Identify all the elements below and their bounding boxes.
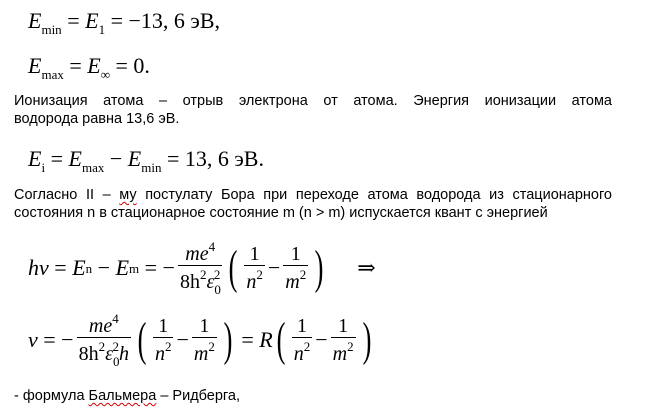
subscript: i (41, 160, 46, 175)
equation-e-min: $E_{min} = E_1 = -13$, 6 эВ, (28, 8, 220, 37)
equation-value: = 0. (115, 53, 150, 78)
numerator: 1 (338, 315, 349, 337)
subscript: min (141, 160, 162, 175)
denominator: 8h (179, 271, 200, 293)
numerator: 1 (199, 315, 210, 337)
equation-value: = −13, 6 эВ, (110, 8, 220, 33)
denominator: 8h (78, 343, 99, 365)
epsilon: ε (105, 343, 113, 365)
paragraph-bohr-postulate (14, 186, 612, 222)
superscript: 2 (303, 339, 311, 354)
symbol: E (87, 53, 101, 78)
numerator: 1 (249, 243, 260, 265)
numerator: me (88, 315, 113, 337)
symbol: E (28, 53, 42, 78)
subscript: ∞ (100, 67, 110, 82)
superscript: 2 (98, 339, 106, 354)
fraction-one-over-n2 (292, 316, 313, 364)
equation-ionization-energy: $E_i = E_{max} - E_{min} = 13$, 6 эВ. (28, 146, 264, 175)
numerator: 1 (296, 315, 307, 337)
paragraph-line: состояния n в стационарное состояние m (n > m) испускается квант с энергией (14, 205, 548, 221)
numerator: 1 (290, 243, 301, 265)
numerator: 1 (158, 315, 169, 337)
fraction-one-over-n2 (153, 316, 174, 364)
rydberg-constant: R (259, 327, 273, 352)
subscript: 1 (98, 22, 106, 37)
epsilon: ε (206, 271, 215, 293)
symbol: E (28, 146, 42, 171)
denominator: m (193, 343, 209, 365)
symbol: E (115, 255, 130, 280)
subscript: 0 (112, 354, 120, 369)
symbol: E (127, 146, 142, 171)
superscript: 2 (112, 339, 119, 354)
denominator: n (293, 343, 304, 365)
text-run: – Ридберга, (156, 388, 240, 404)
symbol: h (118, 343, 129, 365)
equation-photon-energy: hν = E n − E m = − $\frac{me^4}{8h^2\varepsilon_0^2}$ ( $\frac{1}{n^2}$ − $\frac{1}{m^2}$ ) ⇒ (28, 239, 376, 297)
text-run: - формула (14, 388, 89, 404)
fraction-one-over-m2 (192, 316, 217, 364)
denominator: m (332, 343, 348, 365)
spellcheck-word: Бальмера (88, 388, 157, 404)
paragraph-line: Ионизация атома – отрыв электрона от атома. Энергия ионизации атома (14, 93, 612, 109)
subscript: m (129, 260, 140, 276)
paragraph-line (14, 186, 612, 204)
superscript: 2 (256, 267, 263, 282)
paragraph-line (14, 387, 612, 405)
symbol: E (72, 255, 86, 280)
right-paren: ) (223, 313, 233, 366)
fraction-one-over-m2 (331, 316, 356, 364)
superscript: 2 (299, 267, 307, 282)
implies-arrow-icon: ⇒ (357, 255, 376, 280)
superscript: 2 (199, 267, 207, 282)
symbol: ν (28, 327, 38, 352)
superscript: 2 (164, 339, 172, 354)
fraction-one-over-m2 (283, 244, 308, 292)
superscript: 4 (208, 239, 216, 254)
denominator: n (154, 343, 165, 365)
fraction-constant (178, 240, 222, 296)
left-paren: ( (228, 241, 238, 294)
subscript: min (41, 22, 62, 37)
spellcheck-word: му (119, 187, 137, 203)
superscript: 4 (112, 311, 119, 326)
denominator: n (246, 271, 257, 293)
denominator: m (285, 271, 300, 293)
equation-value: = 13, 6 эВ. (166, 146, 264, 171)
subscript: max (81, 160, 105, 175)
fraction-one-over-n2 (244, 244, 265, 292)
text-run: Согласно II – (14, 187, 120, 203)
paragraph-line: водорода равна 13,6 эВ. (14, 111, 180, 127)
superscript: 2 (213, 267, 221, 282)
equation-frequency: ν = − $\frac{me^4}{8h^2\varepsilon_0^2h}$ ( $\frac{1}{n^2}$ − $\frac{1}{m^2}$ ) = R ( $\frac{1}{n^2}$ − $\frac{1}{m^2}$ ) (28, 311, 371, 369)
subscript: max (41, 67, 64, 82)
paragraph-ionization (14, 92, 612, 128)
right-paren: ) (362, 313, 371, 366)
subscript: n (85, 260, 93, 276)
right-paren: ) (314, 241, 324, 294)
equation-e-max: $E_{max} = E_\infty = 0$. (28, 53, 150, 82)
symbol: E (68, 146, 82, 171)
numerator: me (185, 243, 209, 265)
left-paren: ( (276, 313, 286, 366)
fraction-constant (77, 312, 131, 368)
subscript: 0 (214, 282, 221, 297)
symbol: hν (28, 255, 49, 280)
superscript: 2 (208, 339, 215, 354)
symbol: E (28, 8, 42, 33)
left-paren: ( (137, 313, 147, 366)
text-run: постулату Бора при переходе атома водорода из стационарного (136, 187, 612, 203)
symbol: E (85, 8, 99, 33)
paragraph-balmer-formula (14, 387, 612, 405)
superscript: 2 (347, 339, 354, 354)
